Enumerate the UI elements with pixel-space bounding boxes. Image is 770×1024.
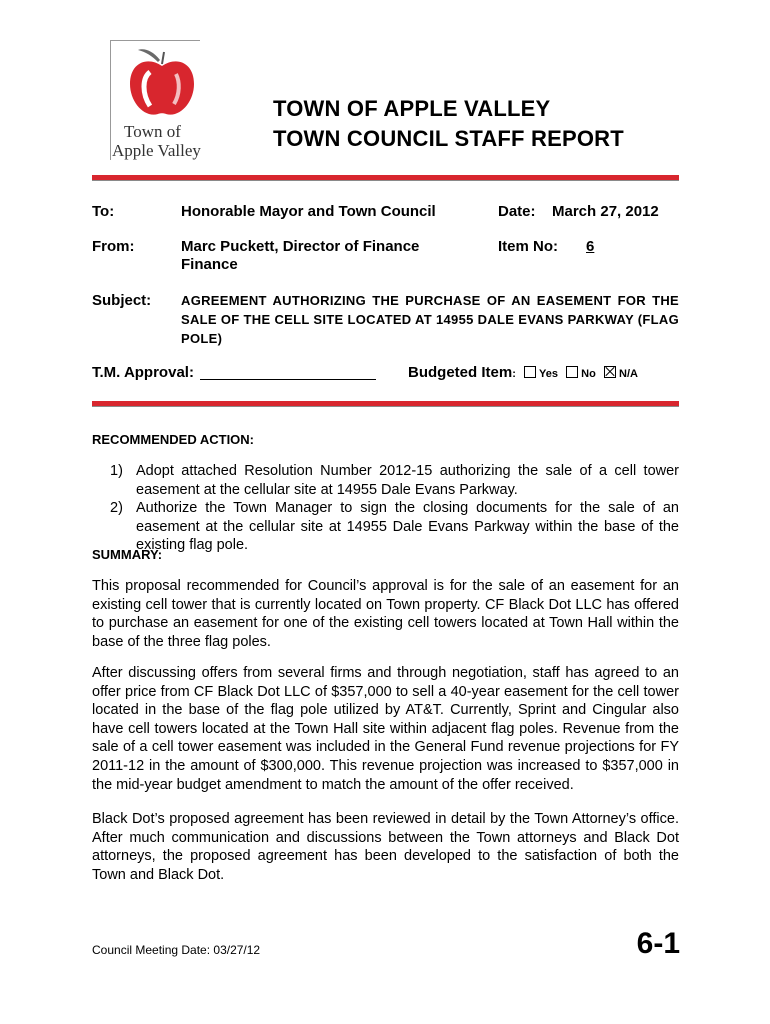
to-label: To: (92, 203, 115, 220)
page-number: 6-1 (636, 927, 680, 960)
date-label: Date: (498, 203, 536, 220)
tm-approval-signature-line (200, 379, 376, 380)
list-item (92, 462, 679, 499)
summary-heading: SUMMARY: (92, 547, 163, 562)
list-item (92, 499, 679, 555)
summary-paragraph-3: Black Dot’s proposed agreement has been reviewed in detail by the Town Attorney’s office. After much communication and discussions between the Town attorneys and Black Dot attorneys, the proposed agreement has been developed to the satisfaction of both the Town and Black Dot. (92, 811, 679, 883)
report-title-line1: TOWN OF APPLE VALLEY (273, 96, 551, 121)
subject-label: Subject: (92, 292, 152, 309)
recommended-heading: RECOMMENDED ACTION: (92, 432, 255, 447)
list-item-number: 2) (110, 500, 123, 517)
item-label: Item No: (498, 238, 558, 255)
recommended-list (92, 462, 679, 555)
item-value: 6 (586, 238, 595, 255)
no-label: No (581, 368, 596, 380)
from-label: From: (92, 238, 135, 255)
to-value: Honorable Mayor and Town Council (181, 203, 436, 220)
from-value: Marc Puckett, Director of Finance (181, 238, 420, 255)
date-value: March 27, 2012 (552, 203, 659, 220)
na-label: N/A (619, 368, 638, 380)
na-checkbox[interactable] (604, 366, 616, 378)
no-checkbox[interactable] (566, 366, 578, 378)
tm-approval-label: T.M. Approval: (92, 364, 194, 381)
memo-divider (92, 401, 679, 407)
apple-icon (122, 42, 202, 120)
list-item-text: Authorize the Town Manager to sign the closing documents for the sale of an easement at the cellular site at 14955 Dale Evans Parkway within the base of the existing flag pole. (136, 500, 679, 554)
budgeted-item: Budgeted Item: Yes No N/A (408, 364, 638, 381)
yes-checkbox[interactable] (524, 366, 536, 378)
from-department: Finance (181, 256, 238, 273)
logo-line1: Town of (124, 122, 181, 141)
budgeted-item-label: Budgeted Item (408, 364, 513, 381)
yes-label: Yes (539, 368, 558, 380)
list-item-text: Adopt attached Resolution Number 2012-15 authorizing the sale of a cell tower easement at the cellular site at 14955 Dale Evans Parkway. (136, 463, 679, 498)
council-meeting-date: Council Meeting Date: 03/27/12 (92, 943, 261, 957)
summary-paragraph-1: This proposal recommended for Council’s approval is for the sale of an easement for an existing cell tower that is currently located on Town property. CF Black Dot LLC has offered to purchase an easement for one of the existing cell towers located at Town Hall within the base of the three flag poles. (92, 578, 679, 650)
logo-line2: Apple Valley (112, 141, 201, 160)
summary-paragraph-2: After discussing offers from several firms and through negotiation, staff has agreed to an offer price from CF Black Dot LLC of $357,000 to sell a 40-year easement for the cell tower located in the base of the flag pole utilized by AT&T. Currently, Sprint and Cingular also have cell towers located at the Town Hall site within adjacent flag poles. Revenue from the sale of a cell tower easement was included in the General Fund revenue projections for FY 2011-12 in the amount of $300,000. This revenue projection was increased to $357,000 in the mid-year budget amendment to match the amount of the offer received. (92, 665, 679, 793)
top-divider (92, 175, 679, 181)
subject-value: AGREEMENT AUTHORIZING THE PURCHASE OF AN EASEMENT FOR THE SALE OF THE CELL SITE LOCATED AT 14955 DALE EVANS PARKWAY (FLAG POLE) (181, 293, 679, 346)
list-item-number: 1) (110, 463, 123, 479)
town-logo (110, 40, 206, 160)
report-title-line2: TOWN COUNCIL STAFF REPORT (273, 126, 624, 151)
